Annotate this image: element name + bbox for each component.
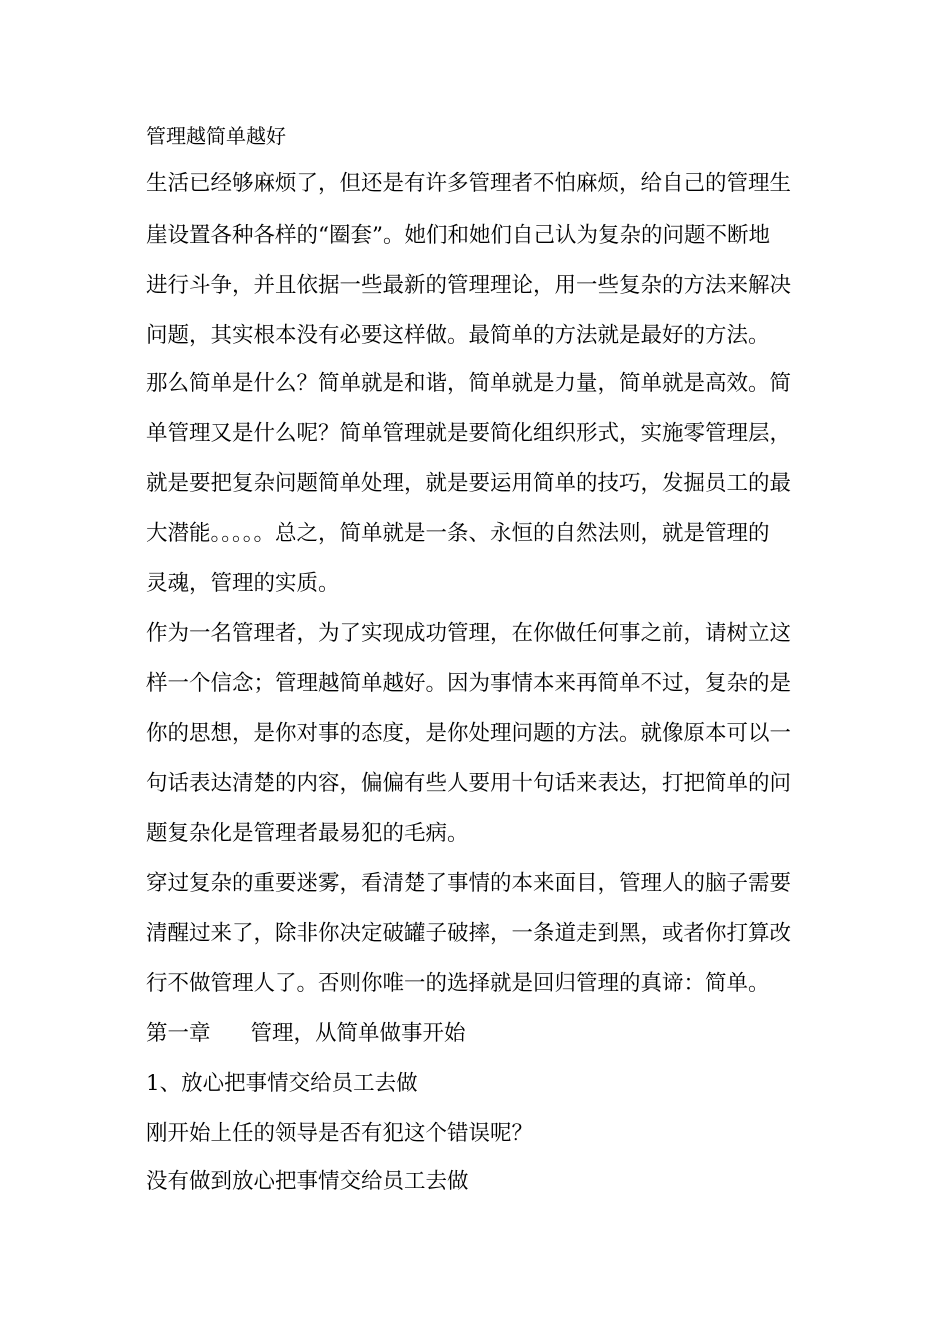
paragraph-3-line-1: 作为一名管理者，为了实现成功管理，在你做任何事之前，请树立这 [146, 621, 792, 646]
paragraph-4-line-1: 穿过复杂的重要迷雾，看清楚了事情的本来面目，管理人的脑子需要 [146, 871, 792, 896]
paragraph-1-line-1: 生活已经够麻烦了，但还是有许多管理者不怕麻烦，给自己的管理生 [146, 171, 792, 196]
chapter-heading [146, 1019, 466, 1049]
paragraph-1-line-2: 崖设置各种各样的“圈套”。她们和她们自己认为复杂的问题不断地 [146, 223, 770, 248]
question-line: 刚开始上任的领导是否有犯这个错误呢？ [146, 1121, 534, 1146]
paragraph-2-line-4: 大潜能。。。。。总之，简单就是一条、永恒的自然法则，就是管理的 [146, 521, 770, 546]
paragraph-3-line-4: 句话表达清楚的内容，偏偏有些人要用十句话来表达，打把简单的问 [146, 771, 792, 796]
section-heading: 1、放心把事情交给员工去做 [146, 1071, 418, 1096]
paragraph-2-line-5: 灵魂，管理的实质。 [146, 571, 340, 596]
paragraph-2-line-1: 那么简单是什么？简单就是和谐，简单就是力量，简单就是高效。简 [146, 371, 792, 396]
paragraph-1-line-4: 问题，其实根本没有必要这样做。最简单的方法就是最好的方法。 [146, 323, 770, 348]
paragraph-3-line-2: 样一个信念；管理越简单越好。因为事情本来再简单不过，复杂的是 [146, 671, 792, 696]
paragraph-2-line-3: 就是要把复杂问题简单处理，就是要运用简单的技巧，发掘员工的最 [146, 471, 792, 496]
document-title: 管理越简单越好 [146, 124, 286, 148]
answer-line: 没有做到放心把事情交给员工去做 [146, 1169, 469, 1194]
paragraph-3-line-3: 你的思想，是你对事的态度，是你处理问题的方法。就像原本可以一 [146, 721, 792, 746]
paragraph-1-line-3: 进行斗争，并且依据一些最新的管理理论，用一些复杂的方法来解决 [146, 273, 792, 298]
chapter-label: 第一章 [146, 1021, 211, 1046]
paragraph-4-line-3: 行不做管理人了。否则你唯一的选择就是回归管理的真谛：简单。 [146, 971, 770, 996]
paragraph-2-line-2: 单管理又是什么呢？简单管理就是要简化组织形式，实施零管理层， [146, 421, 792, 446]
paragraph-3-line-5: 题复杂化是管理者最易犯的毛病。 [146, 821, 469, 846]
paragraph-4-line-2: 清醒过来了，除非你决定破罐子破摔，一条道走到黑，或者你打算改 [146, 921, 792, 946]
chapter-title: 管理，从简单做事开始 [250, 1021, 466, 1046]
